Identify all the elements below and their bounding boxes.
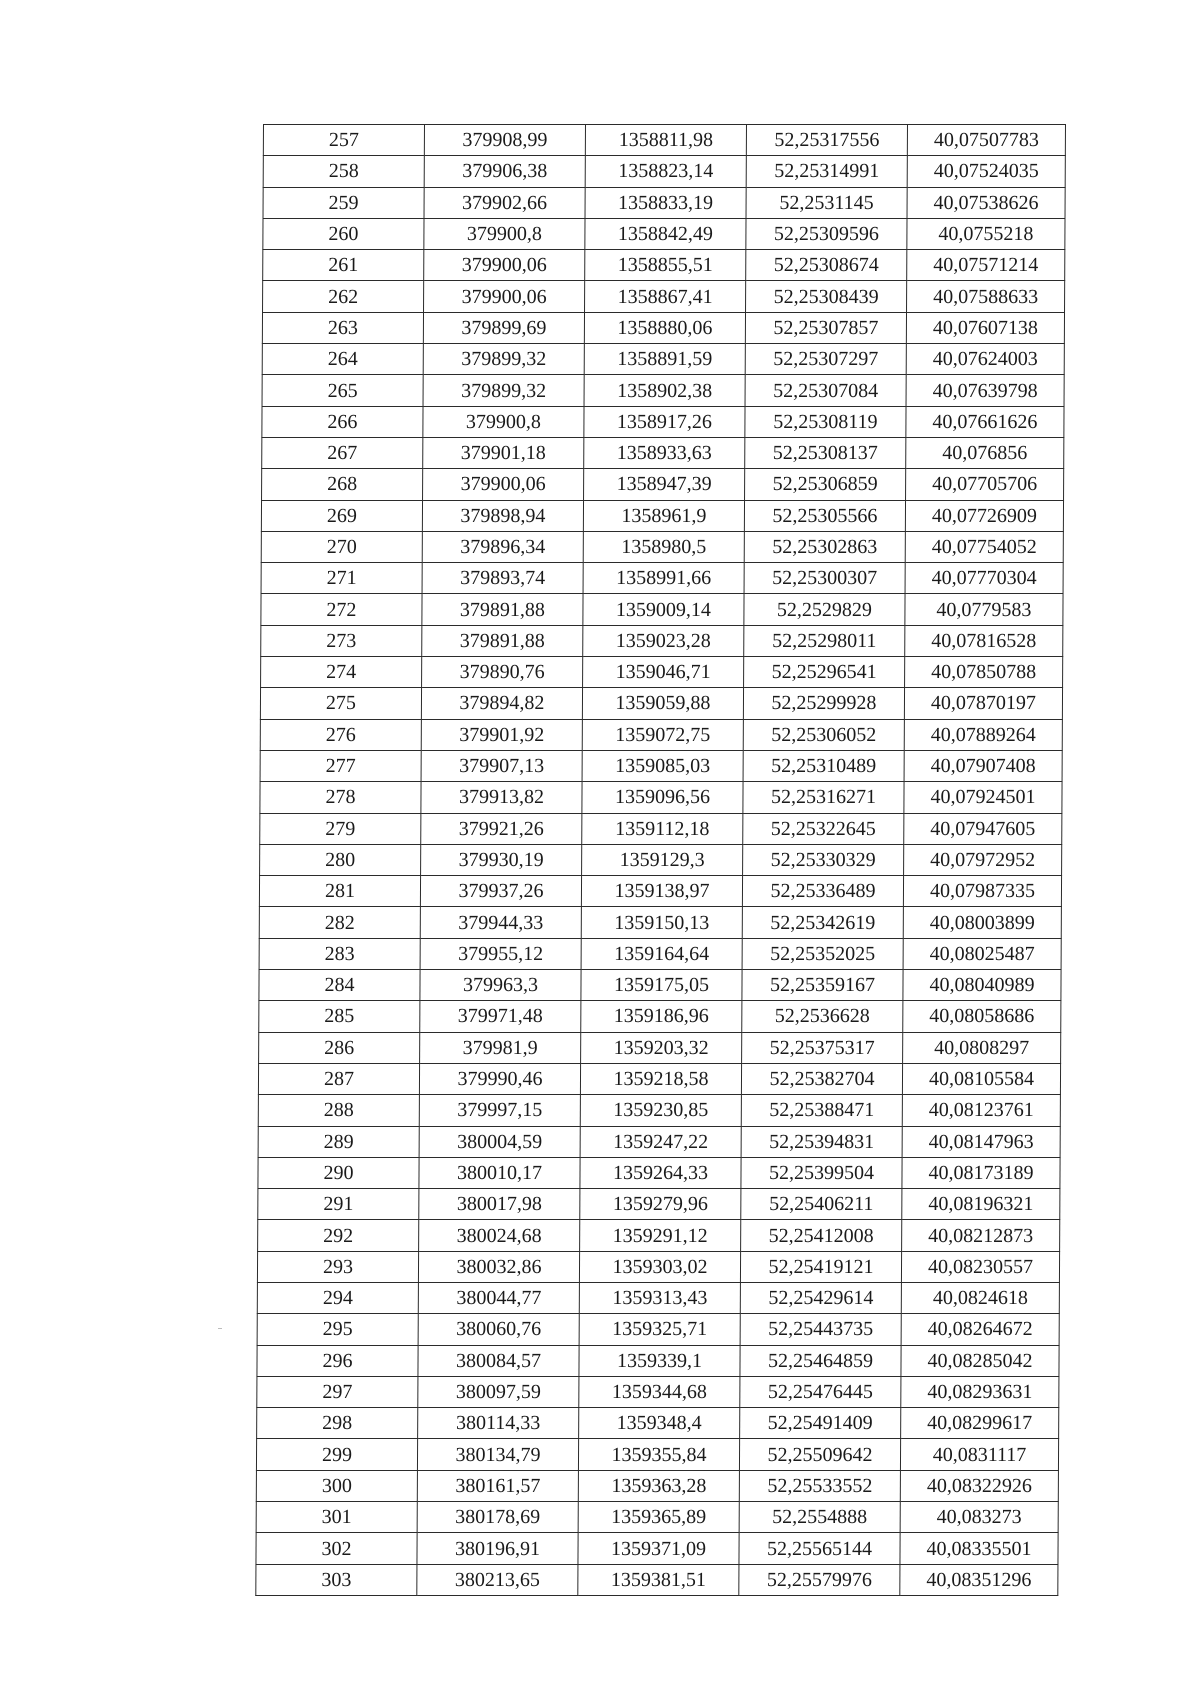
table-row	[262, 375, 1064, 406]
y-coordinate-cell: 1359291,12	[580, 1220, 741, 1251]
x-coordinate-cell: 379900,06	[424, 250, 585, 281]
latitude-cell: 52,25306859	[745, 469, 906, 500]
point-number-cell: 260	[263, 218, 424, 249]
point-number-cell: 301	[256, 1502, 417, 1533]
longitude-cell: 40,0808297	[903, 1032, 1061, 1063]
table-row	[256, 1564, 1058, 1595]
y-coordinate-cell: 1359009,14	[583, 594, 744, 625]
table-row	[258, 1095, 1060, 1126]
y-coordinate-cell: 1358823,14	[585, 156, 746, 187]
point-number-cell: 293	[257, 1251, 418, 1282]
table-row	[259, 876, 1061, 907]
x-coordinate-cell: 380097,59	[418, 1376, 579, 1407]
table-row	[259, 938, 1061, 969]
latitude-cell: 52,2536628	[742, 1001, 903, 1032]
latitude-cell: 52,25316271	[743, 782, 904, 813]
longitude-cell: 40,07624003	[906, 344, 1064, 375]
x-coordinate-cell: 379981,9	[420, 1032, 581, 1063]
y-coordinate-cell: 1359072,75	[582, 719, 743, 750]
table-row	[259, 907, 1061, 938]
table-row	[261, 594, 1063, 625]
table-row	[259, 1032, 1061, 1063]
point-number-cell: 280	[260, 844, 421, 875]
y-coordinate-cell: 1359247,22	[580, 1126, 741, 1157]
latitude-cell: 52,25412008	[741, 1220, 902, 1251]
point-number-cell: 274	[261, 657, 422, 688]
longitude-cell: 40,07889264	[904, 719, 1062, 750]
x-coordinate-cell: 379971,48	[420, 1001, 581, 1032]
x-coordinate-cell: 379906,38	[424, 156, 585, 187]
y-coordinate-cell: 1359046,71	[583, 657, 744, 688]
longitude-cell: 40,07972952	[904, 844, 1062, 875]
x-coordinate-cell: 379990,46	[419, 1063, 580, 1094]
latitude-cell: 52,25306052	[743, 719, 904, 750]
latitude-cell: 52,25308439	[746, 281, 907, 312]
table-row	[262, 437, 1064, 468]
y-coordinate-cell: 1358891,59	[584, 344, 745, 375]
latitude-cell: 52,25308674	[746, 250, 907, 281]
longitude-cell: 40,08025487	[903, 938, 1061, 969]
x-coordinate-cell: 379893,74	[422, 563, 583, 594]
longitude-cell: 40,08147963	[902, 1126, 1060, 1157]
x-coordinate-cell: 379955,12	[420, 938, 581, 969]
x-coordinate-cell: 379894,82	[421, 688, 582, 719]
table-row	[263, 250, 1065, 281]
point-number-cell: 267	[262, 437, 423, 468]
table-row	[262, 312, 1064, 343]
y-coordinate-cell: 1359325,71	[579, 1314, 740, 1345]
x-coordinate-cell: 380084,57	[418, 1345, 579, 1376]
longitude-cell: 40,08322926	[900, 1470, 1058, 1501]
x-coordinate-cell: 379899,32	[423, 375, 584, 406]
table-row	[261, 500, 1063, 531]
longitude-cell: 40,08003899	[903, 907, 1061, 938]
x-coordinate-cell: 380213,65	[417, 1564, 578, 1595]
latitude-cell: 52,25579976	[739, 1564, 900, 1595]
y-coordinate-cell: 1358842,49	[585, 218, 746, 249]
latitude-cell: 52,25352025	[742, 938, 903, 969]
x-coordinate-cell: 379921,26	[421, 813, 582, 844]
point-number-cell: 302	[256, 1533, 417, 1564]
longitude-cell: 40,07524035	[907, 156, 1065, 187]
scan-speck	[218, 1328, 222, 1329]
x-coordinate-cell: 379937,26	[420, 876, 581, 907]
latitude-cell: 52,25310489	[743, 750, 904, 781]
y-coordinate-cell: 1358933,63	[584, 437, 745, 468]
longitude-cell: 40,0755218	[907, 218, 1065, 249]
longitude-cell: 40,08212873	[902, 1220, 1060, 1251]
longitude-cell: 40,08196321	[902, 1189, 1060, 1220]
x-coordinate-cell: 380196,91	[417, 1533, 578, 1564]
longitude-cell: 40,07661626	[906, 406, 1064, 437]
table-row	[263, 156, 1065, 187]
y-coordinate-cell: 1359339,1	[579, 1345, 740, 1376]
longitude-cell: 40,08173189	[902, 1157, 1060, 1188]
longitude-cell: 40,08264672	[901, 1314, 1059, 1345]
point-number-cell: 258	[263, 156, 424, 187]
y-coordinate-cell: 1359371,09	[578, 1533, 739, 1564]
latitude-cell: 52,25300307	[744, 563, 905, 594]
x-coordinate-cell: 379890,76	[422, 657, 583, 688]
table-row	[261, 563, 1063, 594]
x-coordinate-cell: 380032,86	[418, 1251, 579, 1282]
longitude-cell: 40,07754052	[905, 531, 1063, 562]
point-number-cell: 287	[258, 1063, 419, 1094]
longitude-cell: 40,07924501	[904, 782, 1062, 813]
y-coordinate-cell: 1358880,06	[584, 312, 745, 343]
table-row	[260, 782, 1062, 813]
x-coordinate-cell: 379901,18	[423, 437, 584, 468]
y-coordinate-cell: 1358902,38	[584, 375, 745, 406]
y-coordinate-cell: 1359344,68	[579, 1376, 740, 1407]
x-coordinate-cell: 379900,8	[424, 218, 585, 249]
x-coordinate-cell: 379899,32	[423, 344, 584, 375]
point-number-cell: 298	[257, 1408, 418, 1439]
table-row	[262, 406, 1064, 437]
table-row	[256, 1502, 1058, 1533]
point-number-cell: 270	[261, 531, 422, 562]
longitude-cell: 40,076856	[906, 437, 1064, 468]
point-number-cell: 264	[262, 344, 423, 375]
longitude-cell: 40,0824618	[901, 1282, 1059, 1313]
y-coordinate-cell: 1359023,28	[583, 625, 744, 656]
y-coordinate-cell: 1359279,96	[580, 1189, 741, 1220]
longitude-cell: 40,08299617	[901, 1408, 1059, 1439]
table-row	[260, 750, 1062, 781]
latitude-cell: 52,2529829	[744, 594, 905, 625]
x-coordinate-cell: 379963,3	[420, 970, 581, 1001]
table-row	[261, 657, 1063, 688]
longitude-cell: 40,08335501	[900, 1533, 1058, 1564]
latitude-cell: 52,25491409	[740, 1408, 901, 1439]
x-coordinate-cell: 380024,68	[419, 1220, 580, 1251]
x-coordinate-cell: 379900,06	[423, 469, 584, 500]
y-coordinate-cell: 1359129,3	[582, 844, 743, 875]
y-coordinate-cell: 1359138,97	[581, 876, 742, 907]
point-number-cell: 296	[257, 1345, 418, 1376]
longitude-cell: 40,07947605	[904, 813, 1062, 844]
x-coordinate-cell: 379900,8	[423, 406, 584, 437]
table-row	[263, 187, 1065, 218]
table-row	[262, 344, 1064, 375]
table-row	[261, 531, 1063, 562]
table-row	[261, 625, 1063, 656]
coordinates-table	[255, 124, 1066, 1596]
longitude-cell: 40,08293631	[901, 1376, 1059, 1407]
table-row	[258, 1126, 1060, 1157]
longitude-cell: 40,07571214	[907, 250, 1065, 281]
y-coordinate-cell: 1358811,98	[585, 125, 746, 156]
x-coordinate-cell: 379997,15	[419, 1095, 580, 1126]
y-coordinate-cell: 1359230,85	[580, 1095, 741, 1126]
table-row	[258, 1157, 1060, 1188]
table-row	[257, 1251, 1059, 1282]
table-row	[260, 719, 1062, 750]
x-coordinate-cell: 379907,13	[421, 750, 582, 781]
x-coordinate-cell: 379913,82	[421, 782, 582, 813]
table-row	[257, 1282, 1059, 1313]
point-number-cell: 279	[260, 813, 421, 844]
longitude-cell: 40,07870197	[904, 688, 1062, 719]
x-coordinate-cell: 379930,19	[421, 844, 582, 875]
latitude-cell: 52,25359167	[742, 970, 903, 1001]
x-coordinate-cell: 380017,98	[419, 1189, 580, 1220]
x-coordinate-cell: 380178,69	[417, 1502, 578, 1533]
longitude-cell: 40,08105584	[902, 1063, 1060, 1094]
point-number-cell: 261	[263, 250, 424, 281]
longitude-cell: 40,07507783	[907, 125, 1065, 156]
y-coordinate-cell: 1359303,02	[579, 1251, 740, 1282]
latitude-cell: 52,25509642	[739, 1439, 900, 1470]
y-coordinate-cell: 1359348,4	[579, 1408, 740, 1439]
x-coordinate-cell: 379944,33	[420, 907, 581, 938]
latitude-cell: 52,25307297	[745, 344, 906, 375]
point-number-cell: 257	[263, 125, 424, 156]
longitude-cell: 40,08351296	[900, 1564, 1058, 1595]
longitude-cell: 40,07607138	[906, 312, 1064, 343]
longitude-cell: 40,083273	[900, 1502, 1058, 1533]
x-coordinate-cell: 380134,79	[417, 1439, 578, 1470]
point-number-cell: 277	[260, 750, 421, 781]
table-row	[256, 1470, 1058, 1501]
point-number-cell: 272	[261, 594, 422, 625]
longitude-cell: 40,08123761	[902, 1095, 1060, 1126]
latitude-cell: 52,25342619	[742, 907, 903, 938]
latitude-cell: 52,2531145	[746, 187, 907, 218]
longitude-cell: 40,0779583	[905, 594, 1063, 625]
point-number-cell: 266	[262, 406, 423, 437]
table-row	[262, 469, 1064, 500]
latitude-cell: 52,25533552	[739, 1470, 900, 1501]
point-number-cell: 268	[262, 469, 423, 500]
point-number-cell: 284	[259, 970, 420, 1001]
latitude-cell: 52,25296541	[744, 657, 905, 688]
point-number-cell: 275	[260, 688, 421, 719]
longitude-cell: 40,07770304	[905, 563, 1063, 594]
table-row	[257, 1314, 1059, 1345]
latitude-cell: 52,25308119	[745, 406, 906, 437]
table-row	[256, 1533, 1058, 1564]
point-number-cell: 295	[257, 1314, 418, 1345]
x-coordinate-cell: 380060,76	[418, 1314, 579, 1345]
table-row	[259, 1001, 1061, 1032]
latitude-cell: 52,25476445	[740, 1376, 901, 1407]
point-number-cell: 283	[259, 938, 420, 969]
latitude-cell: 52,25565144	[739, 1533, 900, 1564]
point-number-cell: 286	[259, 1032, 420, 1063]
x-coordinate-cell: 379898,94	[422, 500, 583, 531]
point-number-cell: 273	[261, 625, 422, 656]
latitude-cell: 52,25308137	[745, 437, 906, 468]
latitude-cell: 52,25307857	[745, 312, 906, 343]
point-number-cell: 303	[256, 1564, 417, 1595]
table-row	[260, 688, 1062, 719]
table-row	[263, 281, 1065, 312]
x-coordinate-cell: 380161,57	[417, 1470, 578, 1501]
latitude-cell: 52,25309596	[746, 218, 907, 249]
point-number-cell: 259	[263, 187, 424, 218]
point-number-cell: 292	[258, 1220, 419, 1251]
point-number-cell: 271	[261, 563, 422, 594]
y-coordinate-cell: 1359085,03	[582, 750, 743, 781]
table-row	[256, 1439, 1058, 1470]
x-coordinate-cell: 380004,59	[419, 1126, 580, 1157]
y-coordinate-cell: 1359218,58	[580, 1063, 741, 1094]
coordinates-table-body	[256, 125, 1066, 1596]
table-row	[258, 1063, 1060, 1094]
y-coordinate-cell: 1359363,28	[578, 1470, 739, 1501]
x-coordinate-cell: 380114,33	[418, 1408, 579, 1439]
latitude-cell: 52,25317556	[746, 125, 907, 156]
latitude-cell: 52,25443735	[740, 1314, 901, 1345]
table-row	[259, 970, 1061, 1001]
table-row	[258, 1220, 1060, 1251]
longitude-cell: 40,07639798	[906, 375, 1064, 406]
longitude-cell: 40,07726909	[905, 500, 1063, 531]
latitude-cell: 52,25322645	[743, 813, 904, 844]
point-number-cell: 263	[262, 312, 423, 343]
x-coordinate-cell: 379891,88	[422, 625, 583, 656]
point-number-cell: 288	[258, 1095, 419, 1126]
point-number-cell: 276	[260, 719, 421, 750]
y-coordinate-cell: 1358980,5	[583, 531, 744, 562]
table-row	[263, 125, 1065, 156]
longitude-cell: 40,07907408	[904, 750, 1062, 781]
table-row	[260, 844, 1062, 875]
y-coordinate-cell: 1359112,18	[582, 813, 743, 844]
x-coordinate-cell: 380010,17	[419, 1157, 580, 1188]
y-coordinate-cell: 1358917,26	[584, 406, 745, 437]
latitude-cell: 52,25299928	[743, 688, 904, 719]
point-number-cell: 297	[257, 1376, 418, 1407]
y-coordinate-cell: 1359164,64	[581, 938, 742, 969]
x-coordinate-cell: 380044,77	[418, 1282, 579, 1313]
x-coordinate-cell: 379891,88	[422, 594, 583, 625]
latitude-cell: 52,25419121	[740, 1251, 901, 1282]
y-coordinate-cell: 1359150,13	[581, 907, 742, 938]
latitude-cell: 52,25298011	[744, 625, 905, 656]
x-coordinate-cell: 379901,92	[421, 719, 582, 750]
point-number-cell: 262	[263, 281, 424, 312]
table-row	[257, 1408, 1059, 1439]
latitude-cell: 52,2554888	[739, 1502, 900, 1533]
table-row	[263, 218, 1065, 249]
point-number-cell: 282	[259, 907, 420, 938]
longitude-cell: 40,08285042	[901, 1345, 1059, 1376]
table-row	[258, 1189, 1060, 1220]
point-number-cell: 299	[256, 1439, 417, 1470]
y-coordinate-cell: 1358991,66	[583, 563, 744, 594]
y-coordinate-cell: 1359186,96	[581, 1001, 742, 1032]
latitude-cell: 52,25314991	[746, 156, 907, 187]
longitude-cell: 40,07588633	[907, 281, 1065, 312]
longitude-cell: 40,07987335	[903, 876, 1061, 907]
y-coordinate-cell: 1358833,19	[585, 187, 746, 218]
longitude-cell: 40,08058686	[903, 1001, 1061, 1032]
y-coordinate-cell: 1359203,32	[581, 1032, 742, 1063]
table-row	[260, 813, 1062, 844]
y-coordinate-cell: 1358867,41	[585, 281, 746, 312]
y-coordinate-cell: 1359313,43	[579, 1282, 740, 1313]
x-coordinate-cell: 379896,34	[422, 531, 583, 562]
y-coordinate-cell: 1358961,9	[583, 500, 744, 531]
longitude-cell: 40,08040989	[903, 970, 1061, 1001]
point-number-cell: 281	[259, 876, 420, 907]
longitude-cell: 40,08230557	[901, 1251, 1059, 1282]
longitude-cell: 40,07816528	[905, 625, 1063, 656]
y-coordinate-cell: 1359059,88	[582, 688, 743, 719]
y-coordinate-cell: 1359175,05	[581, 970, 742, 1001]
latitude-cell: 52,25464859	[740, 1345, 901, 1376]
longitude-cell: 40,07705706	[906, 469, 1064, 500]
latitude-cell: 52,25429614	[740, 1282, 901, 1313]
longitude-cell: 40,0831117	[900, 1439, 1058, 1470]
point-number-cell: 278	[260, 782, 421, 813]
point-number-cell: 269	[261, 500, 422, 531]
point-number-cell: 265	[262, 375, 423, 406]
latitude-cell: 52,25406211	[741, 1189, 902, 1220]
y-coordinate-cell: 1359096,56	[582, 782, 743, 813]
y-coordinate-cell: 1359365,89	[578, 1502, 739, 1533]
x-coordinate-cell: 379899,69	[423, 312, 584, 343]
latitude-cell: 52,25305566	[744, 500, 905, 531]
x-coordinate-cell: 379900,06	[424, 281, 585, 312]
point-number-cell: 300	[256, 1470, 417, 1501]
table-row	[257, 1345, 1059, 1376]
latitude-cell: 52,25399504	[741, 1157, 902, 1188]
latitude-cell: 52,25307084	[745, 375, 906, 406]
point-number-cell: 285	[259, 1001, 420, 1032]
point-number-cell: 290	[258, 1157, 419, 1188]
y-coordinate-cell: 1358855,51	[585, 250, 746, 281]
latitude-cell: 52,25336489	[742, 876, 903, 907]
point-number-cell: 291	[258, 1189, 419, 1220]
y-coordinate-cell: 1359355,84	[578, 1439, 739, 1470]
latitude-cell: 52,25394831	[741, 1126, 902, 1157]
point-number-cell: 289	[258, 1126, 419, 1157]
y-coordinate-cell: 1358947,39	[584, 469, 745, 500]
latitude-cell: 52,25302863	[744, 531, 905, 562]
x-coordinate-cell: 379908,99	[424, 125, 585, 156]
point-number-cell: 294	[257, 1282, 418, 1313]
latitude-cell: 52,25330329	[743, 844, 904, 875]
y-coordinate-cell: 1359264,33	[580, 1157, 741, 1188]
y-coordinate-cell: 1359381,51	[578, 1564, 739, 1595]
latitude-cell: 52,25388471	[741, 1095, 902, 1126]
latitude-cell: 52,25382704	[741, 1063, 902, 1094]
longitude-cell: 40,07850788	[905, 657, 1063, 688]
x-coordinate-cell: 379902,66	[424, 187, 585, 218]
latitude-cell: 52,25375317	[742, 1032, 903, 1063]
longitude-cell: 40,07538626	[907, 187, 1065, 218]
table-row	[257, 1376, 1059, 1407]
